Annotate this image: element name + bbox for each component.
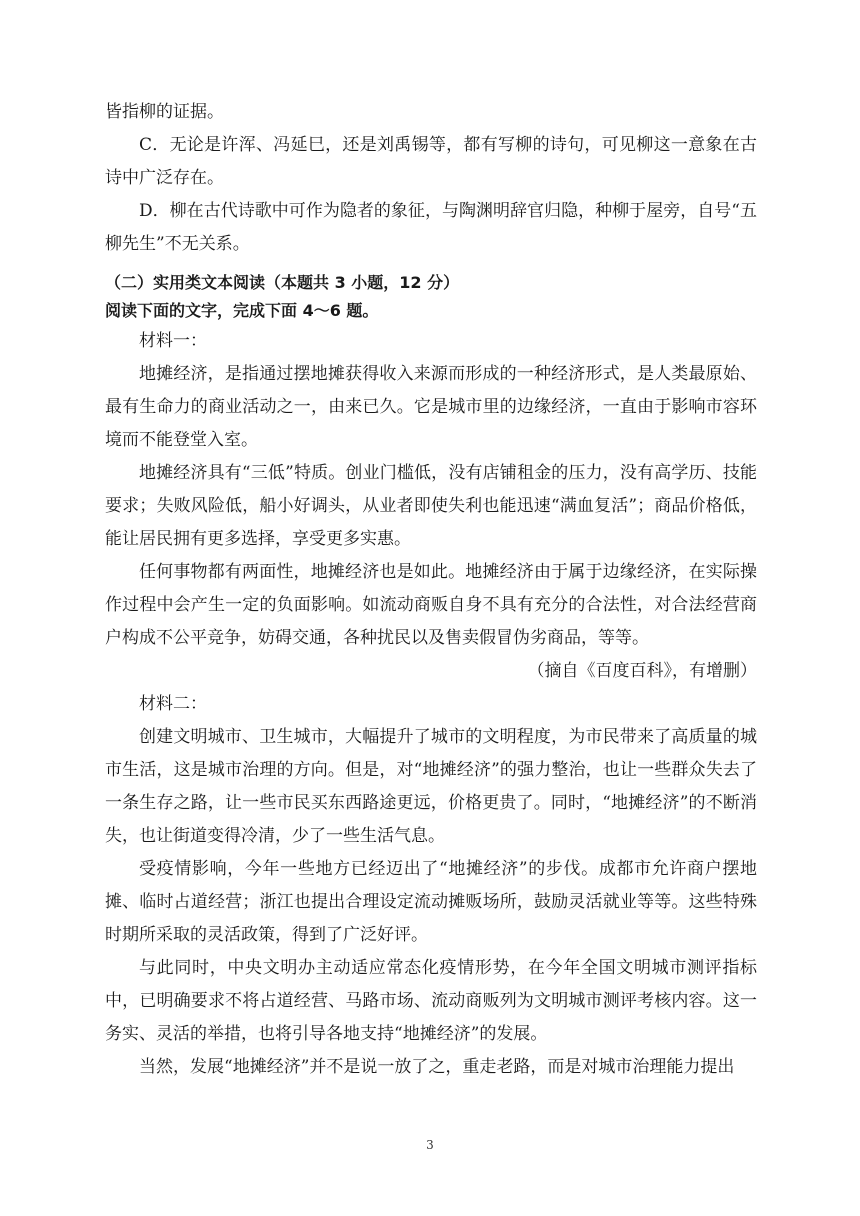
section-instruction: 阅读下面的文字，完成下面 4～6 题。 — [105, 301, 379, 320]
material2-paragraph-3: 与此同时，中央文明办主动适应常态化疫情形势，在今年全国文明城市测评指标中，已明确要求不将占道经营、马路市场、流动商贩列为文明城市测评考核内容。这一务实、灵活的举措，也将引导各地支持“地摊经济”的发展。 — [105, 958, 757, 1044]
document-page — [105, 96, 757, 1084]
material2-paragraph-2: 受疫情影响，今年一些地方已经迈出了“地摊经济”的步伐。成都市允许商户摆地摊、临时占道经营；浙江也提出合理设定流动摊贩场所，鼓励灵活就业等等。这些特殊时期所采取的灵活政策，得到了广泛好评。 — [105, 859, 757, 945]
material1-paragraph-3: 任何事物都有两面性，地摊经济也是如此。地摊经济由于属于边缘经济，在实际操作过程中会产生一定的负面影响。如流动商贩自身不具有充分的合法性，对合法经营商户构成不公平竞争，妨碍交通，各种扰民以及售卖假冒伪劣商品，等等。 — [105, 562, 757, 648]
material2-label: 材料二： — [139, 694, 207, 714]
material1-source: （摘自《百度百科》，有增删） — [527, 661, 757, 681]
material1-paragraph-2: 地摊经济具有“三低”特质。创业门槛低，没有店铺租金的压力，没有高学历、技能要求；失败风险低，船小好调头，从业者即使失利也能迅速“满血复活”；商品价格低，能让居民拥有更多选择，享受更多实惠。 — [105, 463, 757, 549]
material2-paragraph-1: 创建文明城市、卫生城市，大幅提升了城市的文明程度，为市民带来了高质量的城市生活，这是城市治理的方向。但是，对“地摊经济”的强力整治，也让一些群众失去了一条生存之路，让一些市民买东西路途更远，价格更贵了。同时，“地摊经济”的不断消失，也让街道变得冷清，少了一些生活气息。 — [105, 727, 757, 846]
page-number: 3 — [426, 1138, 434, 1152]
continued-paragraph: 皆指柳的证据。 — [105, 102, 224, 122]
option-c: C．无论是许浑、冯延巳，还是刘禹锡等，都有写柳的诗句，可见柳这一意象在古诗中广泛存在。 — [105, 135, 757, 188]
material2-paragraph-4: 当然，发展“地摊经济”并不是说一放了之，重走老路，而是对城市治理能力提出 — [139, 1057, 735, 1077]
option-d: D．柳在古代诗歌中可作为隐者的象征，与陶渊明辞官归隐，种柳于屋旁，自号“五柳先生”不无关系。 — [105, 201, 757, 254]
material1-paragraph-1: 地摊经济，是指通过摆地摊获得收入来源而形成的一种经济形式，是人类最原始、最有生命力的商业活动之一，由来已久。它是城市里的边缘经济，一直由于影响市容环境而不能登堂入室。 — [105, 364, 757, 450]
material1-label: 材料一： — [139, 331, 207, 351]
section-title: （二）实用类文本阅读（本题共 3 小题，12 分） — [105, 273, 460, 292]
